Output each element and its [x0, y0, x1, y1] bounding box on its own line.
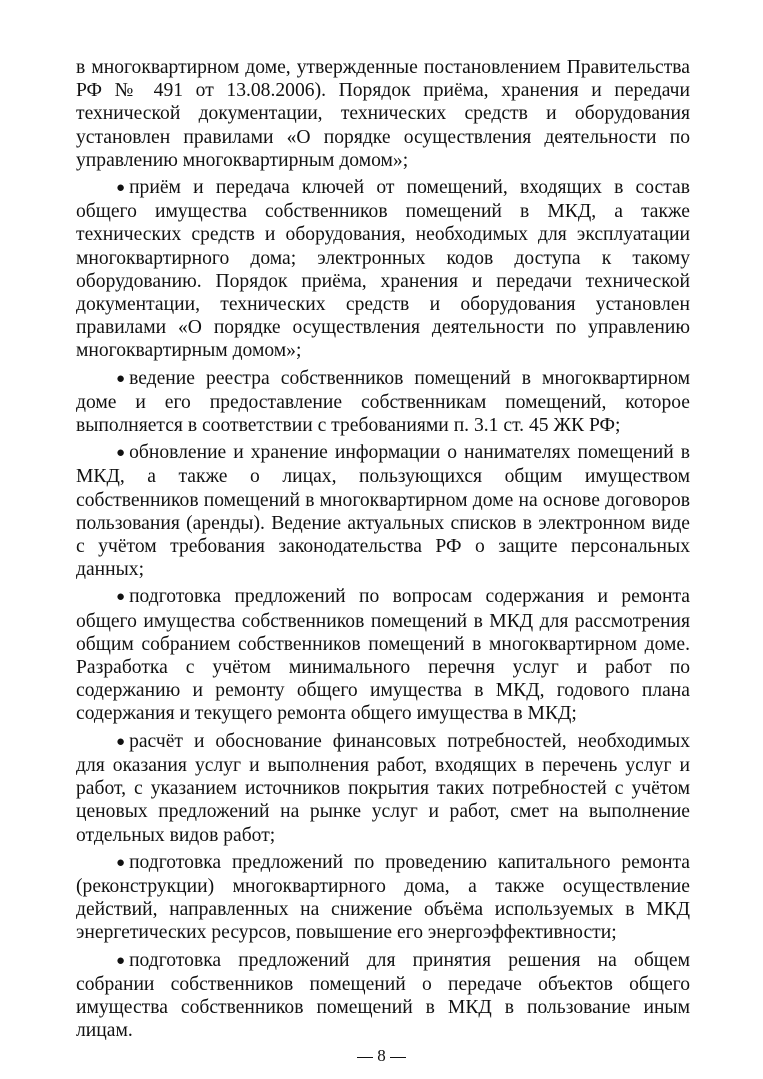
bullet-icon: ● — [116, 445, 126, 462]
bullet-item-capital-repair — [76, 851, 690, 945]
bullet-icon: ● — [116, 370, 126, 387]
paragraph-text: ведение реестра собственников помещений в многоквартирном доме и его предоставление собственникам помещений, которое выполняется в соответствии с требованиями п. 3.1 ст. 45 ЖК РФ; — [76, 367, 690, 437]
paragraph-text: в многоквартирном доме, утвержденные постановлением Правительства РФ № 491 от 13.08.2006). Порядок приёма, хранения и передачи технической документации, технических средств и оборудования установлен правилами «О порядке осуществления деятельности по управлению многоквартирным домом»; — [76, 57, 690, 171]
bullet-icon: ● — [116, 854, 126, 871]
dash-right — [390, 1057, 406, 1058]
paragraph-text: расчёт и обоснование финансовых потребностей, необходимых для оказания услуг и выполнения работ, входящих в перечень услуг и работ, с указанием источников покрытия таких потребностей с учётом ценовых предложений на рынке услуг и работ, смет на выполнение отдельных видов работ; — [76, 730, 690, 846]
bullet-icon: ● — [116, 589, 126, 606]
paragraph-text: подготовка предложений для принятия решения на общем собрании собственников помещений о передаче объектов общего имущества собственников помещений в МКД в пользование иным лицам. — [76, 949, 690, 1042]
bullet-icon: ● — [116, 180, 126, 197]
paragraph-intro — [76, 56, 690, 172]
bullet-item-financial-needs — [76, 730, 690, 847]
paragraph-text: подготовка предложений по вопросам содержания и ремонта общего имущества собственников помещений в МКД для рассмотрения общим собранием собственников помещений в многоквартирном доме. Разработка с учётом минимального перечня услуг и работ по содержанию и ремонту общего имущества в МКД, годового плана содержания и текущего ремонта общего имущества в МКД; — [76, 586, 690, 725]
bullet-icon: ● — [116, 733, 126, 750]
bullet-item-keys-transfer — [76, 176, 690, 363]
bullet-item-property-use — [76, 949, 690, 1043]
paragraph-text: подготовка предложений по проведению капитального ремонта (реконструкции) многоквартирного дома, а также осуществление действий, направленных на снижение объёма используемых в МКД энергетических ресурсов, повышение его энергоэффективности; — [76, 851, 690, 944]
bullet-icon: ● — [116, 952, 126, 969]
dash-left — [357, 1057, 373, 1058]
page-number-value: 8 — [377, 1046, 386, 1065]
page-number — [0, 1046, 763, 1066]
document-body — [76, 56, 690, 1046]
bullet-item-tenants-info — [76, 441, 690, 581]
bullet-item-maintenance-proposals — [76, 585, 690, 725]
paragraph-text: обновление и хранение информации о нанимателях помещений в МКД, а также о лицах, пользующихся общим имуществом собственников помещений в многоквартирном доме на основе договоров пользования (аренды). Ведение актуальных списков в электронном виде с учётом требования законодательства РФ о защите персональных данных; — [76, 442, 690, 581]
paragraph-text: приём и передача ключей от помещений, входящих в состав общего имущества собственников помещений в МКД, а также технических средств и оборудования, необходимых для эксплуатации многоквартирного дома; электронных кодов доступа к такому оборудованию. Порядок приёма, хранения и передачи технической документации, технических средств и оборудования установлен правилами «О порядке осуществления деятельности по управлению многоквартирным домом»; — [76, 177, 690, 362]
bullet-item-owners-register — [76, 367, 690, 438]
